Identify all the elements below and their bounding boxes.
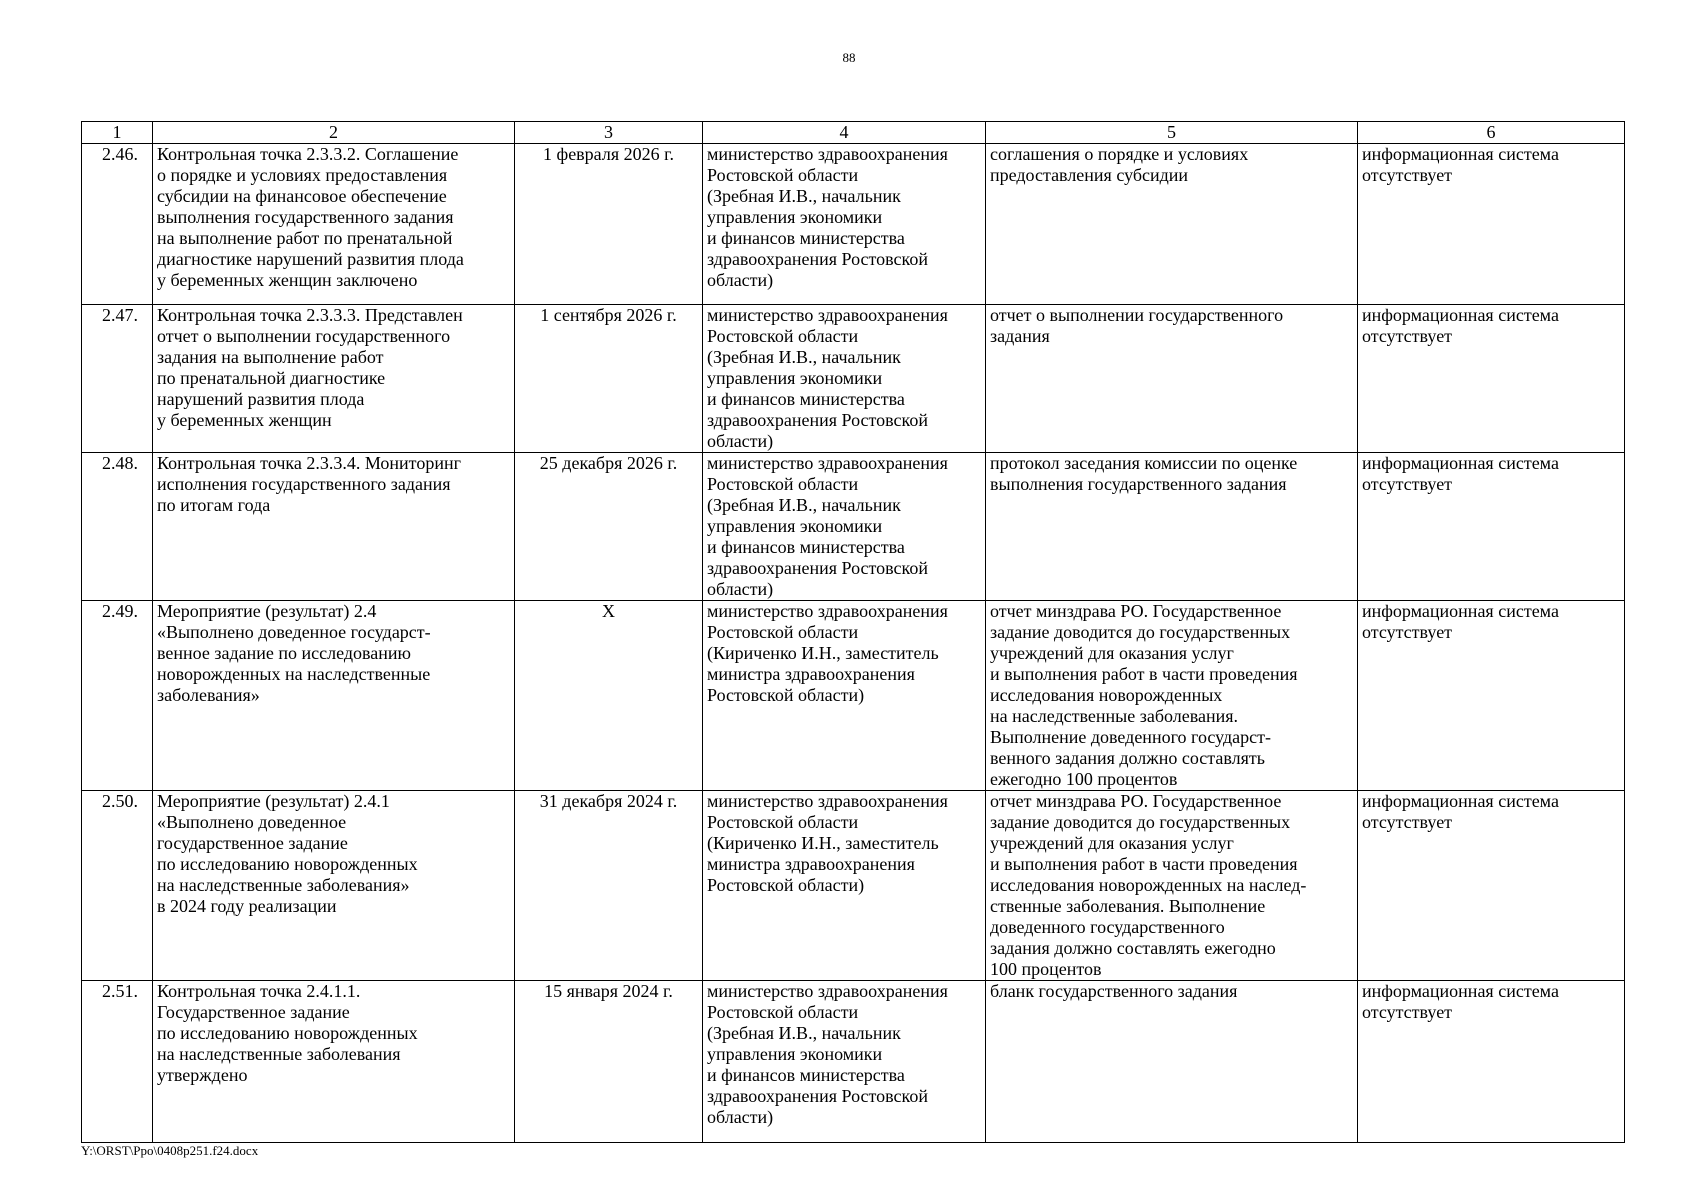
row-result: соглашения о порядке и условиях предоставления субсидии: [986, 144, 1358, 305]
row-date: 31 декабря 2024 г.: [515, 791, 703, 981]
table-row: [82, 601, 1625, 791]
table-row: [82, 453, 1625, 601]
row-name: Контрольная точка 2.3.3.3. Представлен отчет о выполнении государственного задания на выполнение работ по пренатальной диагностике нарушений развития плода у беременных женщин: [153, 305, 515, 453]
file-path-footer: Y:\ORST\Ppo\0408p251.f24.docx: [81, 1143, 259, 1158]
row-number: 2.50.: [82, 791, 153, 981]
row-responsible: министерство здравоохранения Ростовской области (Кириченко И.Н., заместитель министра здравоохранения Ростовской области): [703, 791, 986, 981]
col-header-6: 6: [1358, 122, 1625, 144]
row-date: 25 декабря 2026 г.: [515, 453, 703, 601]
table-row: [82, 144, 1625, 305]
row-system: информационная система отсутствует: [1358, 305, 1625, 453]
row-result: отчет о выполнении государственного задания: [986, 305, 1358, 453]
row-number: 2.48.: [82, 453, 153, 601]
row-date: Х: [515, 601, 703, 791]
table-row: [82, 981, 1625, 1143]
row-responsible: министерство здравоохранения Ростовской области (Зребная И.В., начальник управления экономики и финансов министерства здравоохранения Ростовской области): [703, 981, 986, 1143]
row-date: 15 января 2024 г.: [515, 981, 703, 1143]
row-number: 2.51.: [82, 981, 153, 1143]
row-name: Контрольная точка 2.3.3.4. Мониторинг исполнения государственного задания по итогам года: [153, 453, 515, 601]
row-result: отчет минздрава РО. Государственное задание доводится до государственных учреждений для оказания услуг и выполнения работ в части проведения исследования новорожденных на наслед- ственные заболевания. Выполнение доведенного государственного задания должно составлять ежегодно 100 процентов: [986, 791, 1358, 981]
row-responsible: министерство здравоохранения Ростовской области (Зребная И.В., начальник управления экономики и финансов министерства здравоохранения Ростовской области): [703, 144, 986, 305]
col-header-4: 4: [703, 122, 986, 144]
row-date: 1 сентября 2026 г.: [515, 305, 703, 453]
page-number: 88: [842, 50, 856, 65]
row-number: 2.47.: [82, 305, 153, 453]
row-name: Мероприятие (результат) 2.4.1 «Выполнено доведенное государственное задание по исследованию новорожденных на наследственные заболевания» в 2024 году реализации: [153, 791, 515, 981]
row-system: информационная система отсутствует: [1358, 601, 1625, 791]
row-name: Мероприятие (результат) 2.4 «Выполнено доведенное государст- венное задание по исследованию новорожденных на наследственные заболевания»: [153, 601, 515, 791]
row-number: 2.49.: [82, 601, 153, 791]
row-system: информационная система отсутствует: [1358, 453, 1625, 601]
row-name: Контрольная точка 2.3.3.2. Соглашение о порядке и условиях предоставления субсидии на финансовое обеспечение выполнения государственного задания на выполнение работ по пренатальной диагностике нарушений развития плода у беременных женщин заключено: [153, 144, 515, 305]
header-row: [82, 122, 1625, 144]
row-result: бланк государственного задания: [986, 981, 1358, 1143]
plan-table: [81, 121, 1625, 1143]
row-system: информационная система отсутствует: [1358, 981, 1625, 1143]
row-responsible: министерство здравоохранения Ростовской области (Зребная И.В., начальник управления экономики и финансов министерства здравоохранения Ростовской области): [703, 453, 986, 601]
row-result: протокол заседания комиссии по оценке выполнения государственного задания: [986, 453, 1358, 601]
row-responsible: министерство здравоохранения Ростовской области (Кириченко И.Н., заместитель министра здравоохранения Ростовской области): [703, 601, 986, 791]
col-header-5: 5: [986, 122, 1358, 144]
row-number: 2.46.: [82, 144, 153, 305]
row-result: отчет минздрава РО. Государственное задание доводится до государственных учреждений для оказания услуг и выполнения работ в части проведения исследования новорожденных на наследственные заболевания. Выполнение доведенного государст- венного задания должно составлять ежегодно 100 процентов: [986, 601, 1358, 791]
row-system: информационная система отсутствует: [1358, 791, 1625, 981]
col-header-3: 3: [515, 122, 703, 144]
row-name: Контрольная точка 2.4.1.1. Государственное задание по исследованию новорожденных на наследственные заболевания утверждено: [153, 981, 515, 1143]
row-system: информационная система отсутствует: [1358, 144, 1625, 305]
row-date: 1 февраля 2026 г.: [515, 144, 703, 305]
col-header-2: 2: [153, 122, 515, 144]
row-responsible: министерство здравоохранения Ростовской области (Зребная И.В., начальник управления экономики и финансов министерства здравоохранения Ростовской области): [703, 305, 986, 453]
table-row: [82, 791, 1625, 981]
table-row: [82, 305, 1625, 453]
col-header-1: 1: [82, 122, 153, 144]
